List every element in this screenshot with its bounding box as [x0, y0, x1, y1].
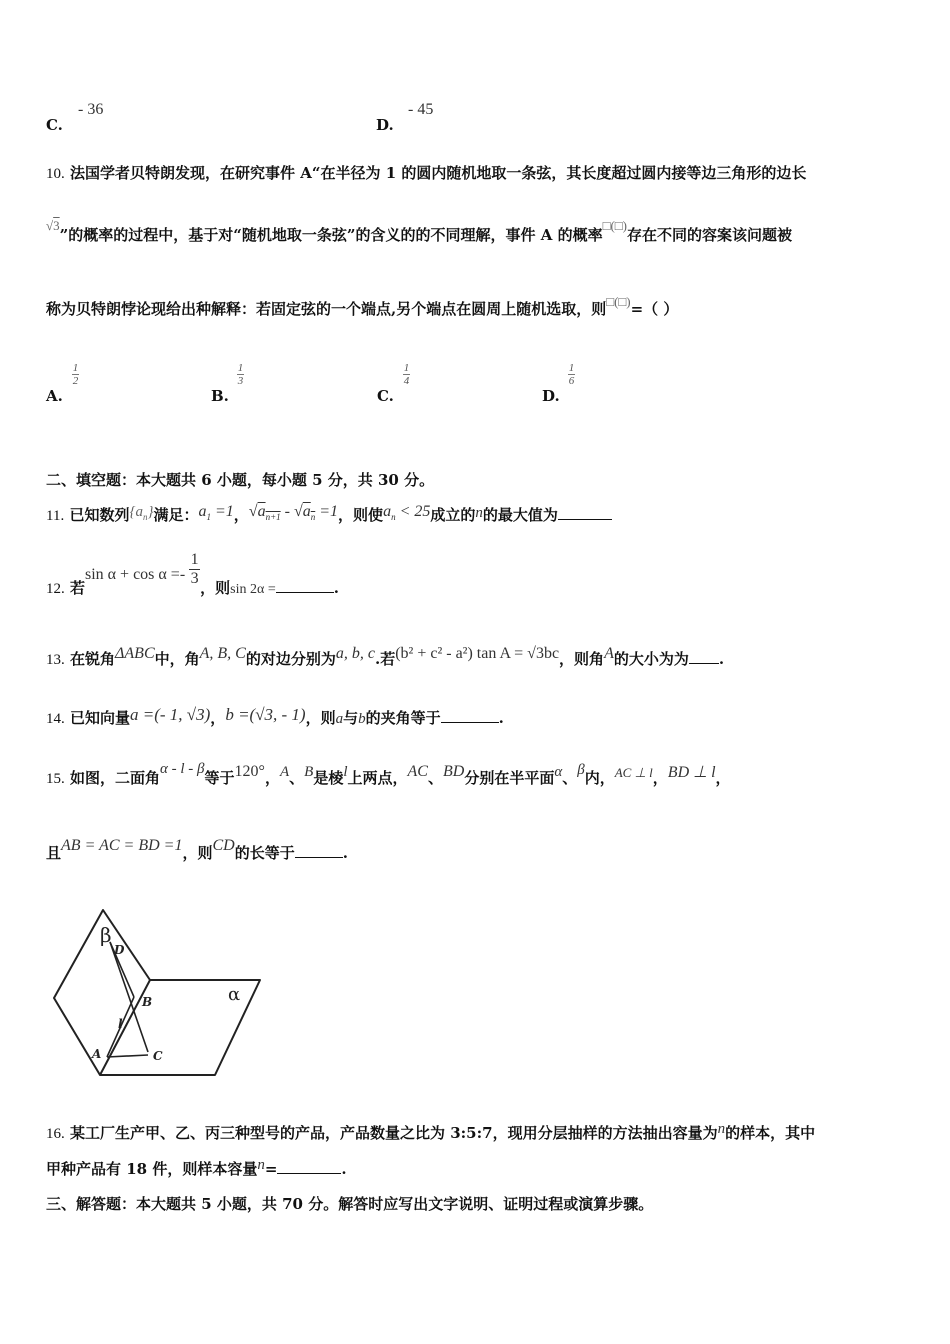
- q11-text-6: 的最大值为: [482, 506, 558, 524]
- q12-text-2: ，则: [200, 579, 231, 597]
- q10-probability-placeholder: □(□): [602, 218, 627, 233]
- q11-sequence: $\{a_n\}$: [129, 504, 154, 522]
- q13-line: [46, 645, 725, 669]
- q14-text-3: 与: [343, 709, 359, 727]
- q16-n: n: [717, 1121, 726, 1137]
- q14-separator: ，: [210, 709, 226, 727]
- q14-answer-blank[interactable]: [441, 722, 499, 723]
- q13-equation: (b² + c² - a²) tan A = √3bc: [395, 645, 560, 662]
- q10-option-a-fraction: $\frac{1}{2}$: [72, 362, 79, 387]
- q15-sep-1: 、: [289, 769, 305, 787]
- dihedral-angle-figure: [40, 900, 280, 1085]
- q15-number: 15.: [46, 771, 65, 787]
- q9-option-c-value: - 36: [78, 101, 104, 118]
- q15-answer-blank[interactable]: [295, 857, 343, 858]
- q15-equalities: AB = AC = BD =1: [61, 837, 183, 854]
- q10-sqrt3: √3: [46, 218, 60, 233]
- q13-angles: A, B, C: [199, 645, 246, 662]
- q10-line1: [46, 162, 806, 183]
- q15-text-1: 如图，二面角: [69, 769, 160, 787]
- q15-text-6: 上两点，: [347, 769, 408, 787]
- q9-option-d-label: D.: [376, 116, 394, 134]
- q14-text-2: ，则: [305, 709, 336, 727]
- q13-text-6: 的大小为为: [613, 650, 689, 668]
- q15-sep-3: 、: [562, 769, 578, 787]
- section-3-heading: 三、解答题：本大题共 5 小题，共 70 分。解答时应写出文字说明、证明过程或演算步骤。: [46, 1195, 654, 1213]
- figure-label-l: l: [118, 1017, 123, 1031]
- q15-segment-ac: AC: [407, 763, 428, 780]
- q11-text-1: 已知数列: [69, 506, 130, 524]
- q13-text-4: .若: [374, 650, 396, 668]
- q15-text-8: 分别在半平面: [464, 769, 555, 787]
- q13-text-1: 在锐角: [69, 650, 115, 668]
- q15-point-b: B: [304, 764, 314, 780]
- q13-number: 13.: [46, 652, 65, 668]
- q15-perp-2: BD ⊥ l: [667, 764, 716, 781]
- q14-a: a: [335, 711, 344, 727]
- q10-text-2a: ”的概率的过程中，基于对“随机地取一条弦”的含义的的不同理解，事件 A 的概率: [59, 226, 603, 244]
- q12-text-1: 若: [69, 579, 85, 597]
- q15-segment-cd: CD: [212, 837, 235, 854]
- q13-period: .: [718, 650, 725, 668]
- q14-b: b: [358, 711, 366, 727]
- q16-text-1: 某工厂生产甲、乙、丙三种型号的产品，产品数量之比为 3:5:7，现用分层抽样的方法抽出容量为: [69, 1124, 718, 1142]
- q16-text-2: 的样本，其中: [725, 1124, 816, 1142]
- figure-label-c: C: [153, 1049, 163, 1063]
- q15-angle: 120°: [234, 763, 265, 780]
- q11-line: [46, 504, 612, 526]
- q10-text-3a: 称为贝特朗悖论现给出种解释：若固定弦的一个端点,另个端点在圆周上随机选取，则: [46, 300, 607, 318]
- section-2-heading: 二、填空题：本大题共 6 小题，每小题 5 分，共 30 分。: [46, 471, 435, 489]
- figure-label-d: D: [114, 943, 125, 957]
- q13-angle-a: A: [604, 645, 614, 662]
- q10-probability-placeholder-2: □(□): [606, 294, 631, 309]
- q12-number: 12.: [46, 581, 65, 597]
- q15-comma-2: ，: [652, 769, 668, 787]
- q15-comma-1: ，: [264, 769, 280, 787]
- q15-text-line2a: 且: [46, 844, 62, 862]
- q12-answer-blank[interactable]: [276, 592, 334, 593]
- q10-option-b-fraction: $\frac{1}{3}$: [237, 362, 244, 387]
- q16-period: .: [341, 1160, 347, 1178]
- q14-number: 14.: [46, 711, 65, 727]
- q15-sep-2: 、: [427, 769, 443, 787]
- q15-line-2: [46, 837, 348, 863]
- q14-vector-b: b =(√3, - 1): [225, 705, 306, 724]
- segment-ac: [107, 1055, 148, 1057]
- q15-segment-bd: BD: [442, 763, 465, 780]
- q11-comma: ，: [233, 506, 249, 524]
- q12-expression: sin α + cos α =-: [85, 566, 190, 583]
- q10-option-b-label: B.: [211, 387, 229, 405]
- figure-label-a: A: [92, 1047, 102, 1061]
- q10-option-c-fraction: $\frac{1}{4}$: [403, 362, 410, 387]
- q14-period: .: [498, 709, 504, 727]
- q14-text-1: 已知向量: [69, 709, 130, 727]
- q12-expression-2: sin 2α =: [230, 582, 276, 597]
- q16-answer-blank[interactable]: [277, 1173, 341, 1174]
- q10-line3: [46, 294, 679, 319]
- q15-text-10: 内，: [584, 769, 615, 787]
- q12-fraction: $\frac{1}{3}$: [190, 551, 199, 587]
- q15-alpha: α: [554, 764, 563, 780]
- q15-period: .: [342, 844, 348, 862]
- q16-line-2: [46, 1158, 347, 1179]
- q15-text-2: 等于: [204, 769, 235, 787]
- q14-vector-a: a =(- 1, √3): [130, 705, 211, 724]
- q15-line-1: [46, 761, 731, 788]
- q11-text-5: 成立的: [430, 506, 476, 524]
- q15-text-line2b: ，则: [182, 844, 213, 862]
- q15-comma-3: ，: [715, 769, 731, 787]
- q16-number: 16.: [46, 1126, 65, 1142]
- q16-line-1: [46, 1122, 815, 1143]
- figure-label-b: B: [142, 995, 153, 1009]
- q13-text-5: ，则角: [559, 650, 605, 668]
- q15-perp-1: AC ⊥ l: [614, 765, 653, 780]
- q10-option-a-label: A.: [46, 387, 63, 405]
- q15-point-a: A: [279, 764, 290, 780]
- q10-text-3b: =（ ）: [630, 300, 679, 318]
- q10-number: 10.: [46, 166, 65, 182]
- q14-text-4: 的夹角等于: [365, 709, 441, 727]
- q11-a1: $a_1 =1$: [198, 503, 234, 523]
- q11-sqrt-difference: $√a_{n+1} - √a_n =1$: [248, 503, 339, 523]
- q13-triangle: ΔABC: [115, 645, 155, 662]
- q11-number: 11.: [46, 508, 65, 524]
- q9-option-c-label: C.: [46, 116, 63, 134]
- q11-text-2: 满足：: [153, 506, 199, 524]
- q15-dihedral: α - l - β: [160, 761, 205, 777]
- q11-n: n: [475, 505, 483, 521]
- q10-option-d-fraction: $\frac{1}{6}$: [568, 362, 575, 387]
- q14-line: [46, 707, 504, 728]
- q15-text-5: 是棱: [313, 769, 344, 787]
- q16-equals: =: [264, 1160, 278, 1178]
- q10-option-d-label: D.: [542, 387, 560, 405]
- q10-line2: [46, 218, 793, 245]
- figure-label-alpha: α: [228, 984, 241, 1005]
- q15-text-line2c: 的长等于: [234, 844, 295, 862]
- q10-text-2b: 存在不同的容案该问题被: [627, 226, 793, 244]
- q13-text-3: 的对边分别为: [245, 650, 336, 668]
- q9-option-d-value: - 45: [408, 101, 434, 118]
- q11-answer-blank[interactable]: [558, 519, 612, 520]
- q10-option-c-label: C.: [377, 387, 394, 405]
- q15-beta: β: [577, 762, 585, 778]
- figure-label-beta: β: [100, 923, 112, 947]
- q10-text-1: 法国学者贝特朗发现，在研究事件 A“在半径为 1 的圆内随机地取一条弦，其长度超过圆内接等边三角形的边长: [69, 164, 807, 182]
- q16-n-2: n: [257, 1157, 265, 1173]
- q13-text-2: 中，角: [154, 650, 200, 668]
- q16-text-line2a: 甲种产品有 18 件，则样本容量: [46, 1160, 258, 1178]
- q12-line: [46, 551, 339, 601]
- q13-answer-blank[interactable]: [689, 663, 719, 664]
- q11-an-inequality: $a_n < 25$: [383, 503, 431, 523]
- q11-text-4: ，则使: [338, 506, 384, 524]
- q13-sides: a, b, c: [335, 645, 375, 662]
- q12-period: .: [333, 579, 339, 597]
- q15-edge-l: l: [343, 764, 348, 780]
